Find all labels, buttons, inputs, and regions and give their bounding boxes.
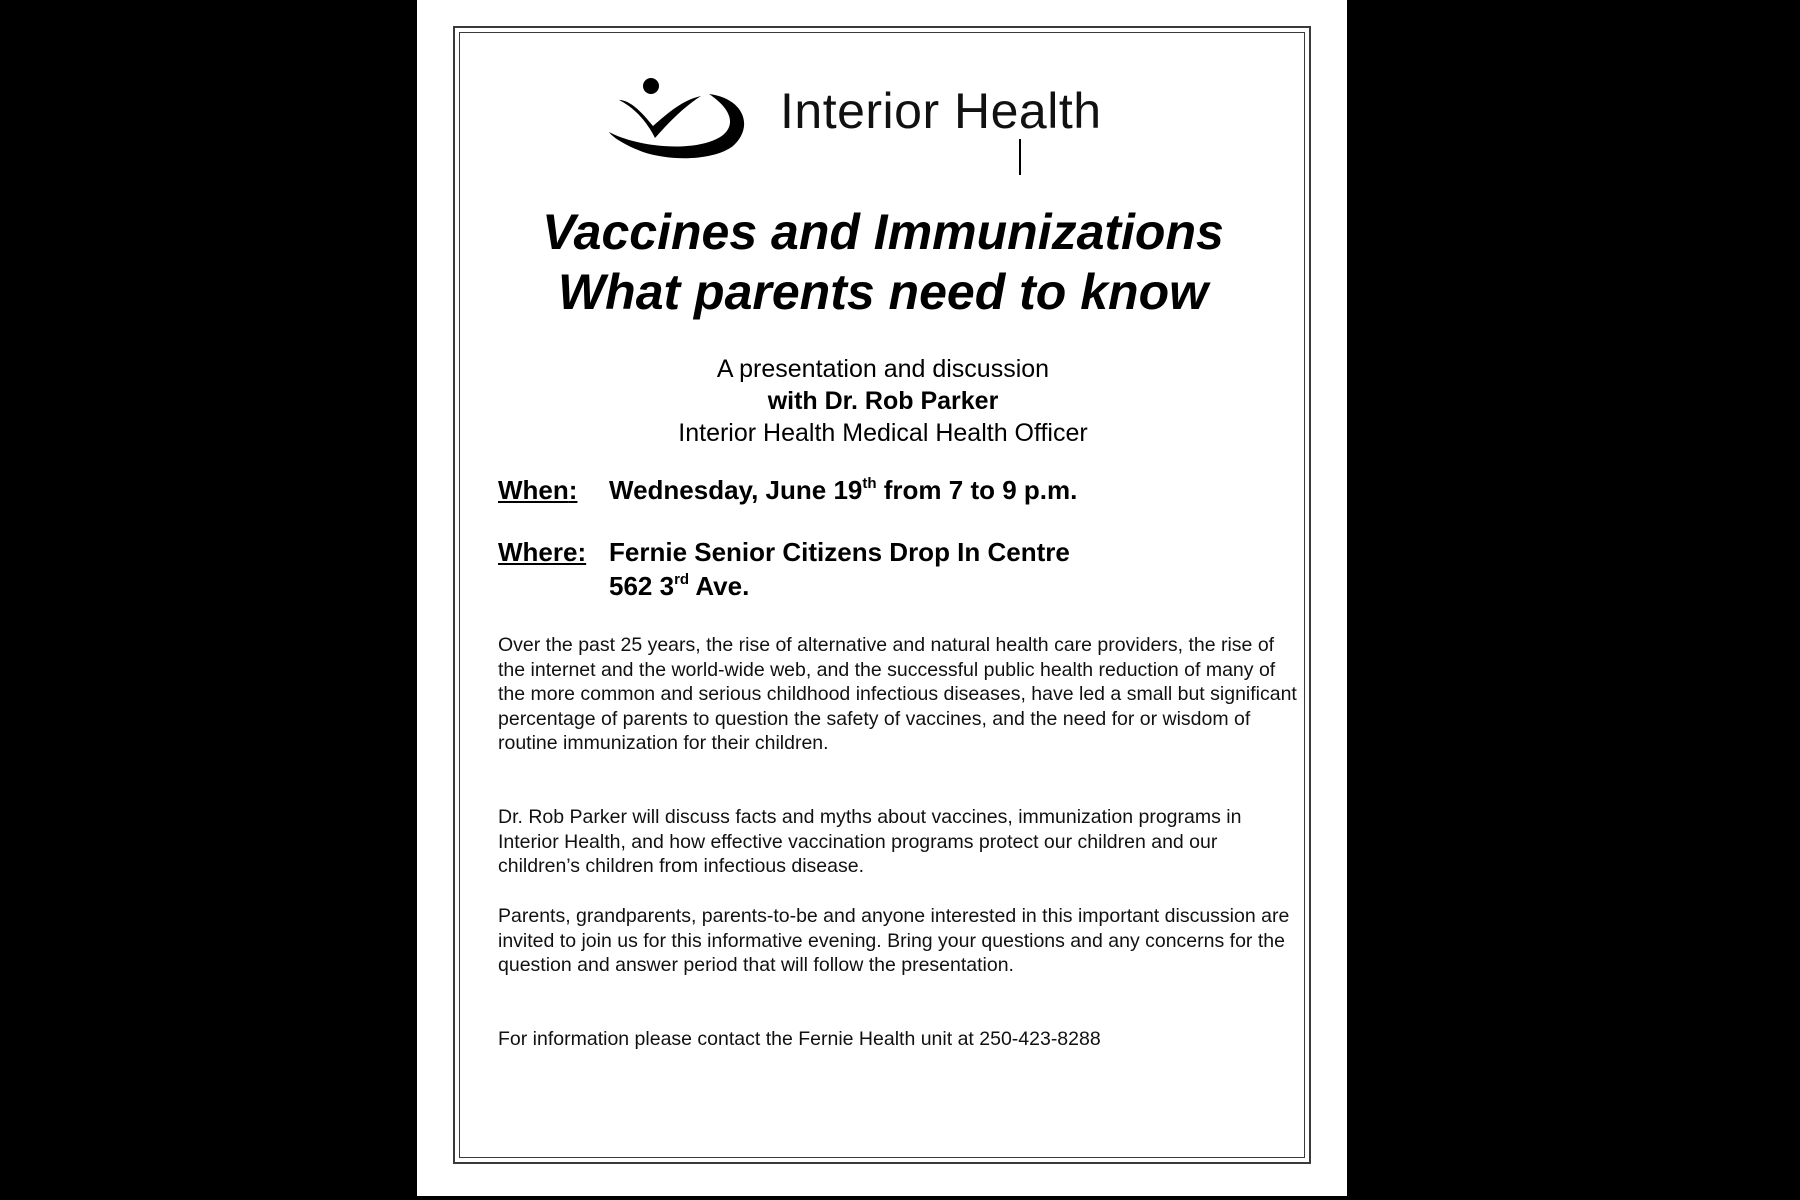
where-line-1: Fernie Senior Citizens Drop In Centre [609,537,1070,567]
subtitle-line-1: A presentation and discussion [716,355,1050,383]
where-value [609,537,1070,602]
presenter-block [454,353,1312,449]
presenter-title: Interior Health Medical Health Officer [678,419,1088,447]
body-paragraph-2: Dr. Rob Parker will discuss facts and myths about vaccines, immunization programs in Interior Health, and how effective vaccination programs protect our children and our children’s children from infectious disease. [498,806,1242,877]
body-paragraph-3: Parents, grandparents, parents-to-be and anyone interested in this important discussion are invited to join us for this informative evening. Bring your questions and any concerns for the question and answer period that will follow the presentation. [498,905,1290,976]
contact-paragraph: For information please contact the Fernie Health unit at 250-423-8288 [498,1028,1101,1050]
where-line-2: 562 3rd Ave. [609,571,750,601]
logo-text: Interior Health [780,83,1102,139]
when-value: Wednesday, June 19th from 7 to 9 p.m. [609,475,1078,505]
presenter-name: with Dr. Rob Parker [767,387,999,415]
interior-health-logo [603,76,1143,176]
interior-health-figure-swoosh-icon [603,76,753,166]
when-label: When: [498,475,578,505]
flyer-page [417,0,1347,1196]
when-row [498,475,1077,506]
text-cursor-mark [1019,139,1021,175]
where-row [498,537,1070,602]
page-title [454,202,1312,322]
body-paragraph-1: Over the past 25 years, the rise of alternative and natural health care providers, the rise of the internet and the world-wide web, and the successful public health reduction of many of the more common and serious childhood infectious diseases, have led a small but significant percentage of parents to question the safety of vaccines, and the need for or wisdom of routine immunization for their children. [498,634,1297,754]
title-line-1: Vaccines and Immunizations [542,204,1224,260]
title-line-2: What parents need to know [557,264,1209,320]
where-label: Where: [498,537,587,567]
